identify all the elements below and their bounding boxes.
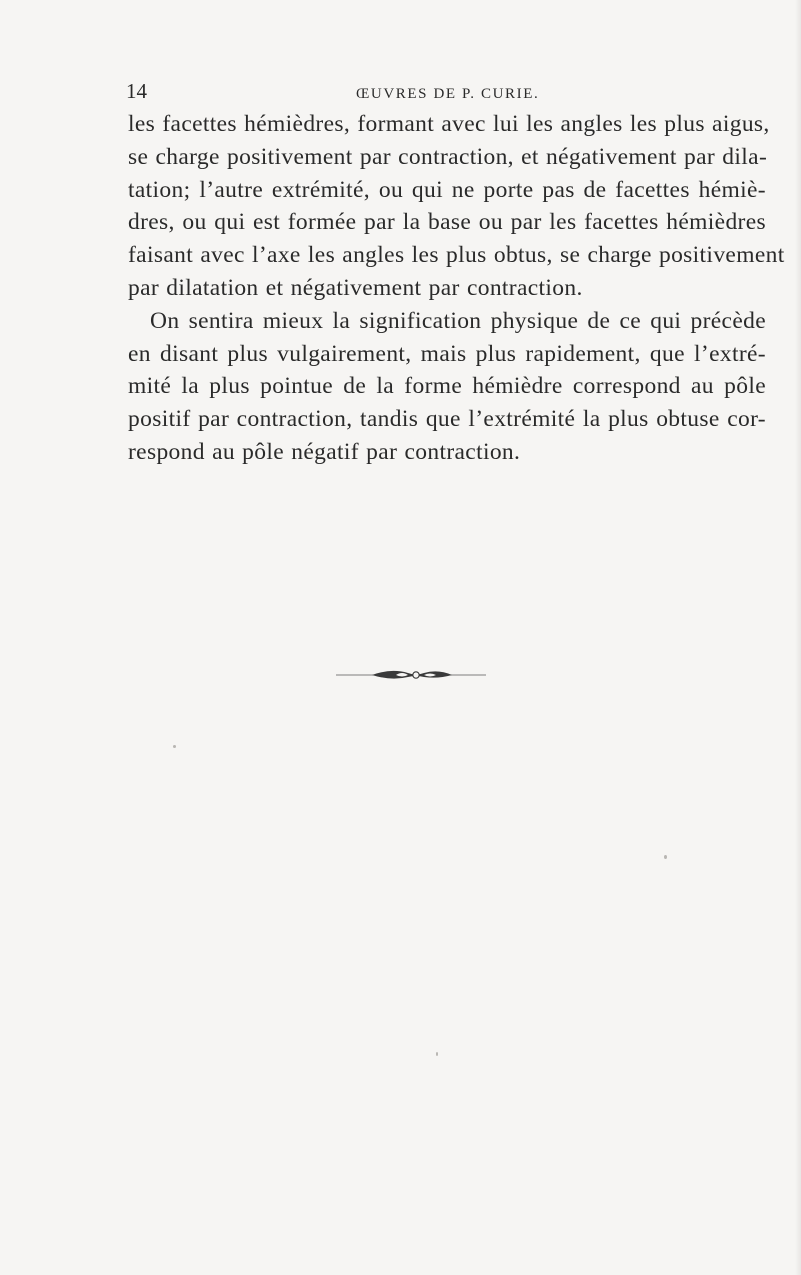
text-line: par dilatation et négativement par contraction. [128, 274, 583, 301]
paper-speck [436, 1052, 438, 1056]
text-line: positif par contraction, tandis que l’extrémité la plus obtuse cor- [128, 406, 766, 433]
text-line: respond au pôle négatif par contraction. [128, 438, 521, 465]
text-line: On sentira mieux la signification physique de ce qui précède [150, 307, 766, 334]
text-line: mité la plus pointue de la forme hémièdre correspond au pôle [128, 373, 766, 400]
text-line: se charge positivement par contraction, et négativement par dila- [128, 143, 768, 170]
tailpiece-ornament-icon [336, 664, 486, 686]
text-line: dres, ou qui est formée par la base ou par les facettes hémièdres [128, 209, 766, 236]
text-line: tation; l’autre extrémité, ou qui ne porte pas de facettes hémiè- [128, 176, 766, 203]
body-text [128, 108, 785, 469]
text-line: les facettes hémièdres, formant avec lui les angles les plus aigus, [128, 111, 770, 137]
text-line: en disant plus vulgairement, mais plus rapidement, que l’extré- [128, 340, 766, 367]
paper-speck [173, 745, 176, 748]
paper-speck [664, 855, 667, 859]
running-title: ŒUVRES DE P. CURIE. [356, 86, 540, 102]
text-line: faisant avec l’axe les angles les plus obtus, se charge positivement [128, 242, 785, 269]
page-edge-shadow [795, 0, 801, 1275]
page-number: 14 [126, 79, 147, 103]
